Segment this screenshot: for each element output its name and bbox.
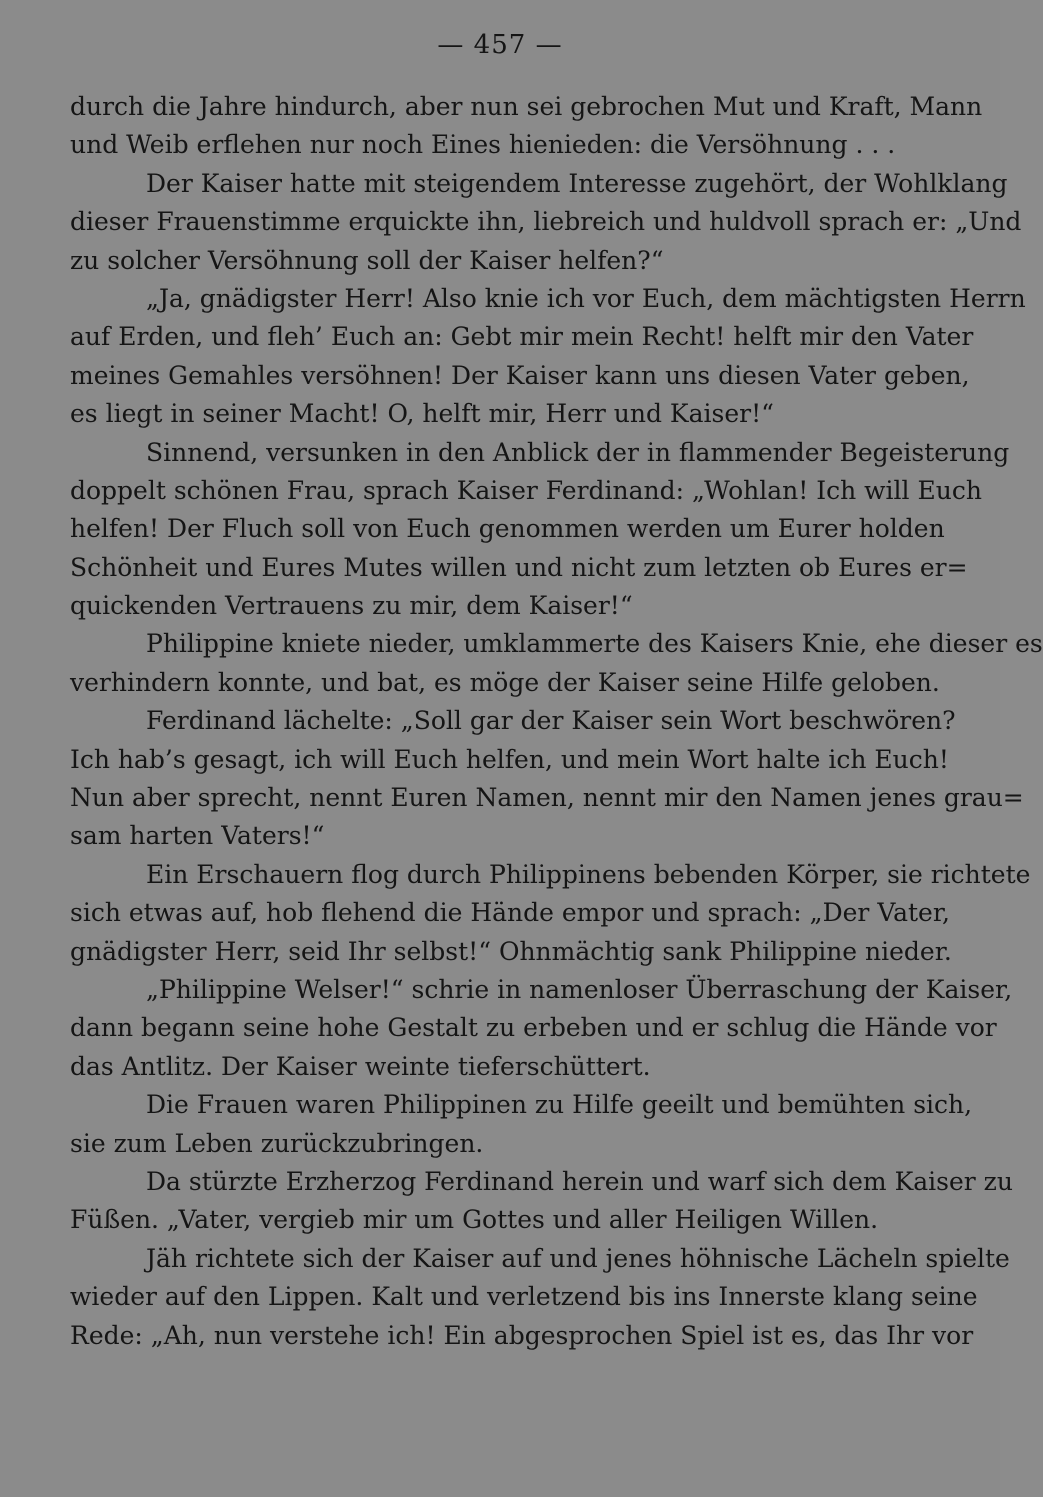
text-line: das Antlitz. Der Kaiser weinte tieferschüttert. [70,1051,651,1081]
text-line: Jäh richtete sich der Kaiser auf und jenes höhnische Lächeln spielte [146,1243,1010,1273]
page-number: — 457 — [437,30,563,60]
text-line: und Weib erflehen nur noch Eines hienieden: die Versöhnung . . . [70,130,896,160]
text-line: Die Frauen waren Philippinen zu Hilfe geeilt und bemühten sich, [146,1090,973,1120]
text-line: verhindern konnte, und bat, es möge der Kaiser seine Hilfe geloben. [70,667,940,697]
text-line: gnädigster Herr, seid Ihr selbst!“ Ohnmächtig sank Philippine nieder. [70,936,952,966]
text-line: meines Gemahles versöhnen! Der Kaiser kann uns diesen Vater geben, [70,360,970,390]
text-line: sich etwas auf, hob flehend die Hände empor und sprach: „Der Vater, [70,898,950,928]
text-line: sie zum Leben zurückzubringen. [70,1128,484,1158]
body-text [70,88,1043,1355]
text-line: Ich hab’s gesagt, ich will Euch helfen, und mein Wort halte ich Euch! [70,744,949,774]
text-line: auf Erden, und fleh’ Euch an: Gebt mir mein Recht! helft mir den Vater [70,322,974,352]
text-line: es liegt in seiner Macht! O, helft mir, Herr und Kaiser!“ [70,399,774,429]
text-line: Rede: „Ah, nun verstehe ich! Ein abgesprochen Spiel ist es, das Ihr vor [70,1320,974,1350]
text-line: sam harten Vaters!“ [70,821,325,851]
text-line: Nun aber sprecht, nennt Euren Namen, nennt mir den Namen jenes grau= [70,783,1024,813]
text-line: Philippine kniete nieder, umklammerte des Kaisers Knie, ehe dieser es [146,629,1043,659]
text-line: quickenden Vertrauens zu mir, dem Kaiser!“ [70,591,633,621]
text-line: Schönheit und Eures Mutes willen und nicht zum letzten ob Eures er= [70,552,968,582]
text-line: Da stürzte Erzherzog Ferdinand herein und warf sich dem Kaiser zu [146,1166,1013,1196]
text-line: dieser Frauenstimme erquickte ihn, liebreich und huldvoll sprach er: „Und [70,207,1022,237]
text-line: doppelt schönen Frau, sprach Kaiser Ferdinand: „Wohlan! Ich will Euch [70,475,982,505]
text-line: dann begann seine hohe Gestalt zu erbeben und er schlug die Hände vor [70,1013,997,1043]
text-line: „Ja, gnädigster Herr! Also knie ich vor Euch, dem mächtigsten Herrn [146,283,1026,313]
text-line: Füßen. „Vater, vergieb mir um Gottes und aller Heiligen Willen. [70,1205,879,1235]
text-line: Ferdinand lächelte: „Soll gar der Kaiser sein Wort beschwören? [146,706,956,736]
text-line: Ein Erschauern flog durch Philippinens bebenden Körper, sie richtete [146,859,1031,889]
text-line: „Philippine Welser!“ schrie in namenloser Überraschung der Kaiser, [146,974,1013,1004]
text-line: Sinnend, versunken in den Anblick der in flammender Begeisterung [146,437,1010,467]
text-line: zu solcher Versöhnung soll der Kaiser helfen?“ [70,245,664,275]
text-line: wieder auf den Lippen. Kalt und verletzend bis ins Innerste klang seine [70,1282,978,1312]
text-line: helfen! Der Fluch soll von Euch genommen werden um Eurer holden [70,514,945,544]
text-line: durch die Jahre hindurch, aber nun sei gebrochen Mut und Kraft, Mann [70,92,983,121]
text-line: Der Kaiser hatte mit steigendem Interesse zugehört, der Wohlklang [146,168,1008,198]
